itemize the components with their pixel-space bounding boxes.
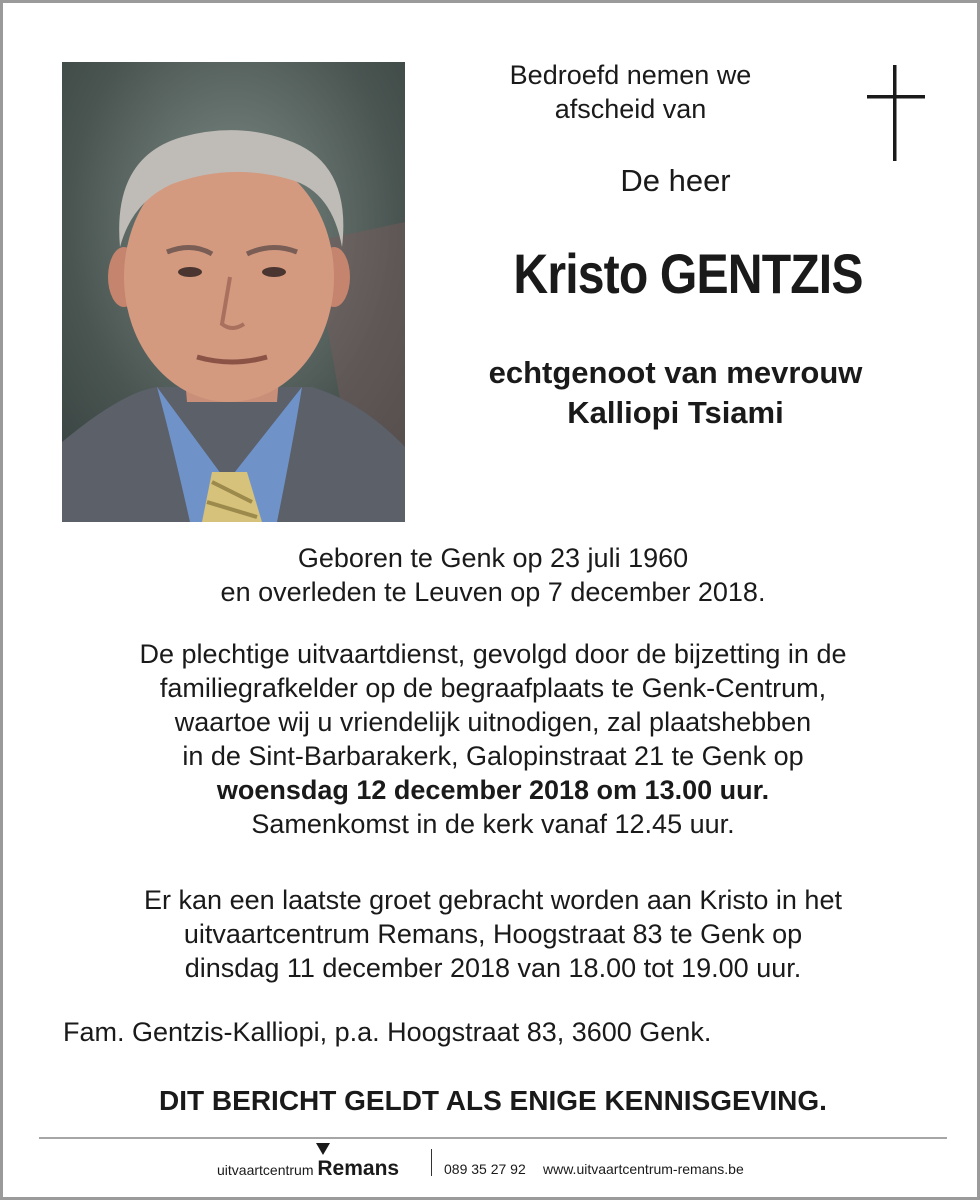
funeral-home-logo: [217, 1157, 399, 1181]
family-address: Fam. Gentzis-Kalliopi, p.a. Hoogstraat 83, 3600 Genk.: [63, 1017, 712, 1047]
service-line: De plechtige uitvaartdienst, gevolgd door de bijzetting in de: [139, 639, 847, 669]
service-line: waartoe wij u vriendelijk uitnodigen, zal plaatshebben: [174, 707, 812, 737]
spouse-text: [423, 353, 928, 433]
intro-line: Bedroefd nemen we: [509, 60, 752, 90]
cross-icon: [867, 65, 925, 166]
notice-statement: DIT BERICHT GELDT ALS ENIGE KENNISGEVING.: [159, 1085, 827, 1116]
visitation-text: [23, 883, 963, 985]
service-line: in de Sint-Barbarakerk, Galopinstraat 21 te Genk op: [182, 741, 804, 771]
spouse-name: Kalliopi Tsiami: [567, 395, 784, 430]
website-link[interactable]: www.uitvaartcentrum-remans.be: [543, 1161, 744, 1177]
visitation-line: Er kan een laatste groet gebracht worden aan Kristo in het: [144, 885, 842, 915]
birth-line: Geboren te Genk op 23 juli 1960: [297, 543, 689, 573]
visitation-line: dinsdag 11 december 2018 van 18.00 tot 19.00 uur.: [184, 953, 802, 983]
brand-prefix: uitvaartcentrum: [217, 1162, 314, 1178]
service-line: Samenkomst in de kerk vanaf 12.45 uur.: [251, 809, 735, 839]
death-line: en overleden te Leuven op 7 december 2018.: [220, 577, 766, 607]
funeral-home-footer: [3, 1143, 980, 1188]
service-line: familiegrafkelder op de begraafplaats te Genk-Centrum,: [159, 673, 827, 703]
spouse-line: echtgenoot van mevrouw: [488, 355, 863, 390]
service-date: woensdag 12 december 2018 om 13.00 uur.: [216, 775, 770, 805]
funeral-service-text: [23, 637, 963, 841]
phone-number: 089 35 27 92: [444, 1161, 526, 1177]
footer-separator: [431, 1149, 432, 1176]
brand-name: Remans: [317, 1157, 400, 1180]
intro-text: [443, 58, 818, 126]
intro-line: afscheid van: [554, 94, 707, 124]
deceased-name: Kristo GENTZIS: [513, 242, 863, 305]
honorific: De heer: [620, 163, 731, 198]
portrait-photo: [62, 62, 405, 522]
footer-divider: [39, 1137, 947, 1139]
visitation-line: uitvaartcentrum Remans, Hoogstraat 83 te Genk op: [183, 919, 803, 949]
birth-death-text: [23, 541, 963, 609]
